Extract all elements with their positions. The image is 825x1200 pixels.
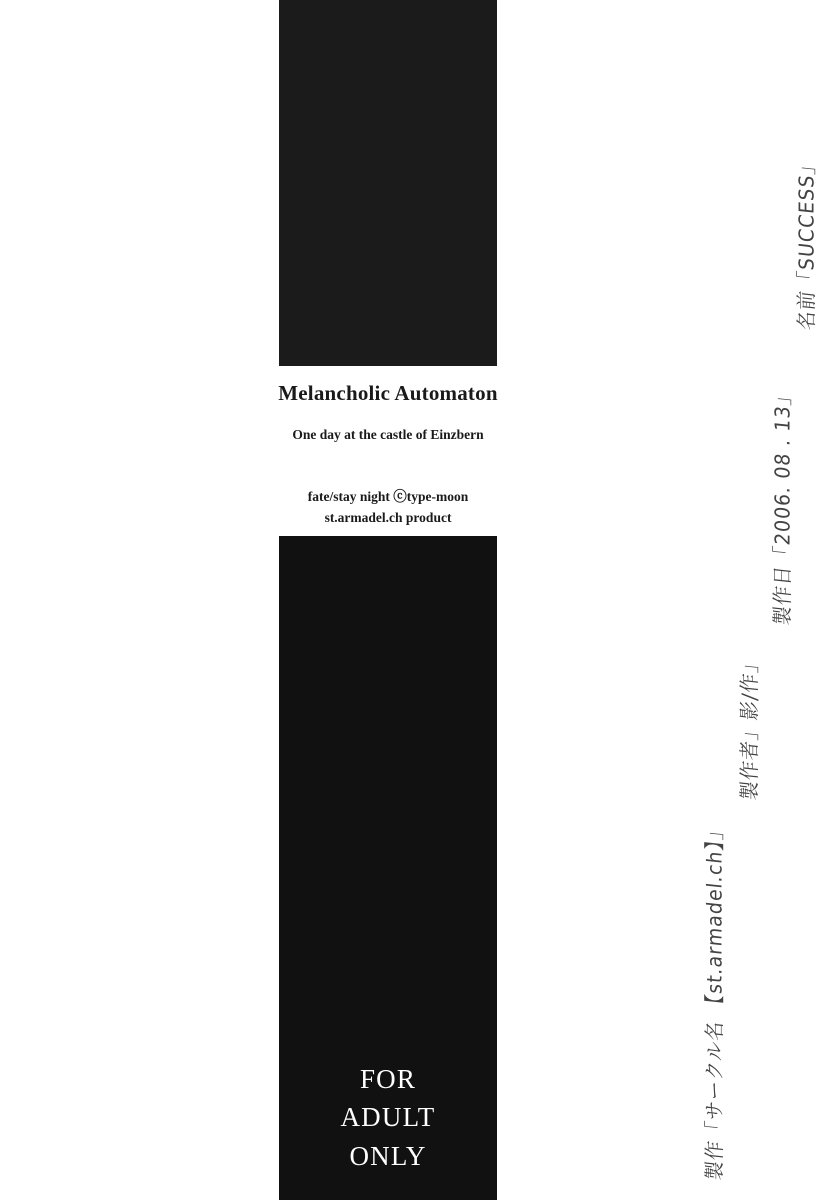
adult-warning-line-1: FOR	[359, 1064, 417, 1094]
margin-note-circle	[700, 820, 727, 1180]
page-subtitle: One day at the castle of Einzbern	[292, 427, 484, 443]
producer-line: st.armadel.ch product	[324, 510, 452, 526]
adult-only-warning	[279, 1060, 497, 1175]
adult-warning-line-3: ONLY	[349, 1140, 427, 1171]
margin-note-success	[792, 154, 819, 330]
copyright-line: fate/stay night ⓒtype-moon	[307, 489, 469, 505]
cover-art-block-top	[279, 0, 497, 366]
margin-note-date	[768, 385, 795, 625]
margin-note-circle-text: 製作「サークル名 【st.armadel.ch】」	[703, 818, 727, 1182]
colophon-text-group	[200, 382, 576, 529]
margin-note-maker	[735, 653, 762, 800]
page-title: Melancholic Automaton	[278, 381, 498, 405]
handwritten-margin-notes	[640, 0, 825, 1200]
margin-note-date-text: 製作日「2006. 08 . 13」	[771, 384, 795, 627]
adult-warning-line-2: ADULT	[340, 1102, 436, 1133]
margin-note-maker-text: 製作者」影/作」	[738, 651, 762, 802]
margin-note-success-text: 名前「SUCCESS」	[795, 153, 819, 332]
